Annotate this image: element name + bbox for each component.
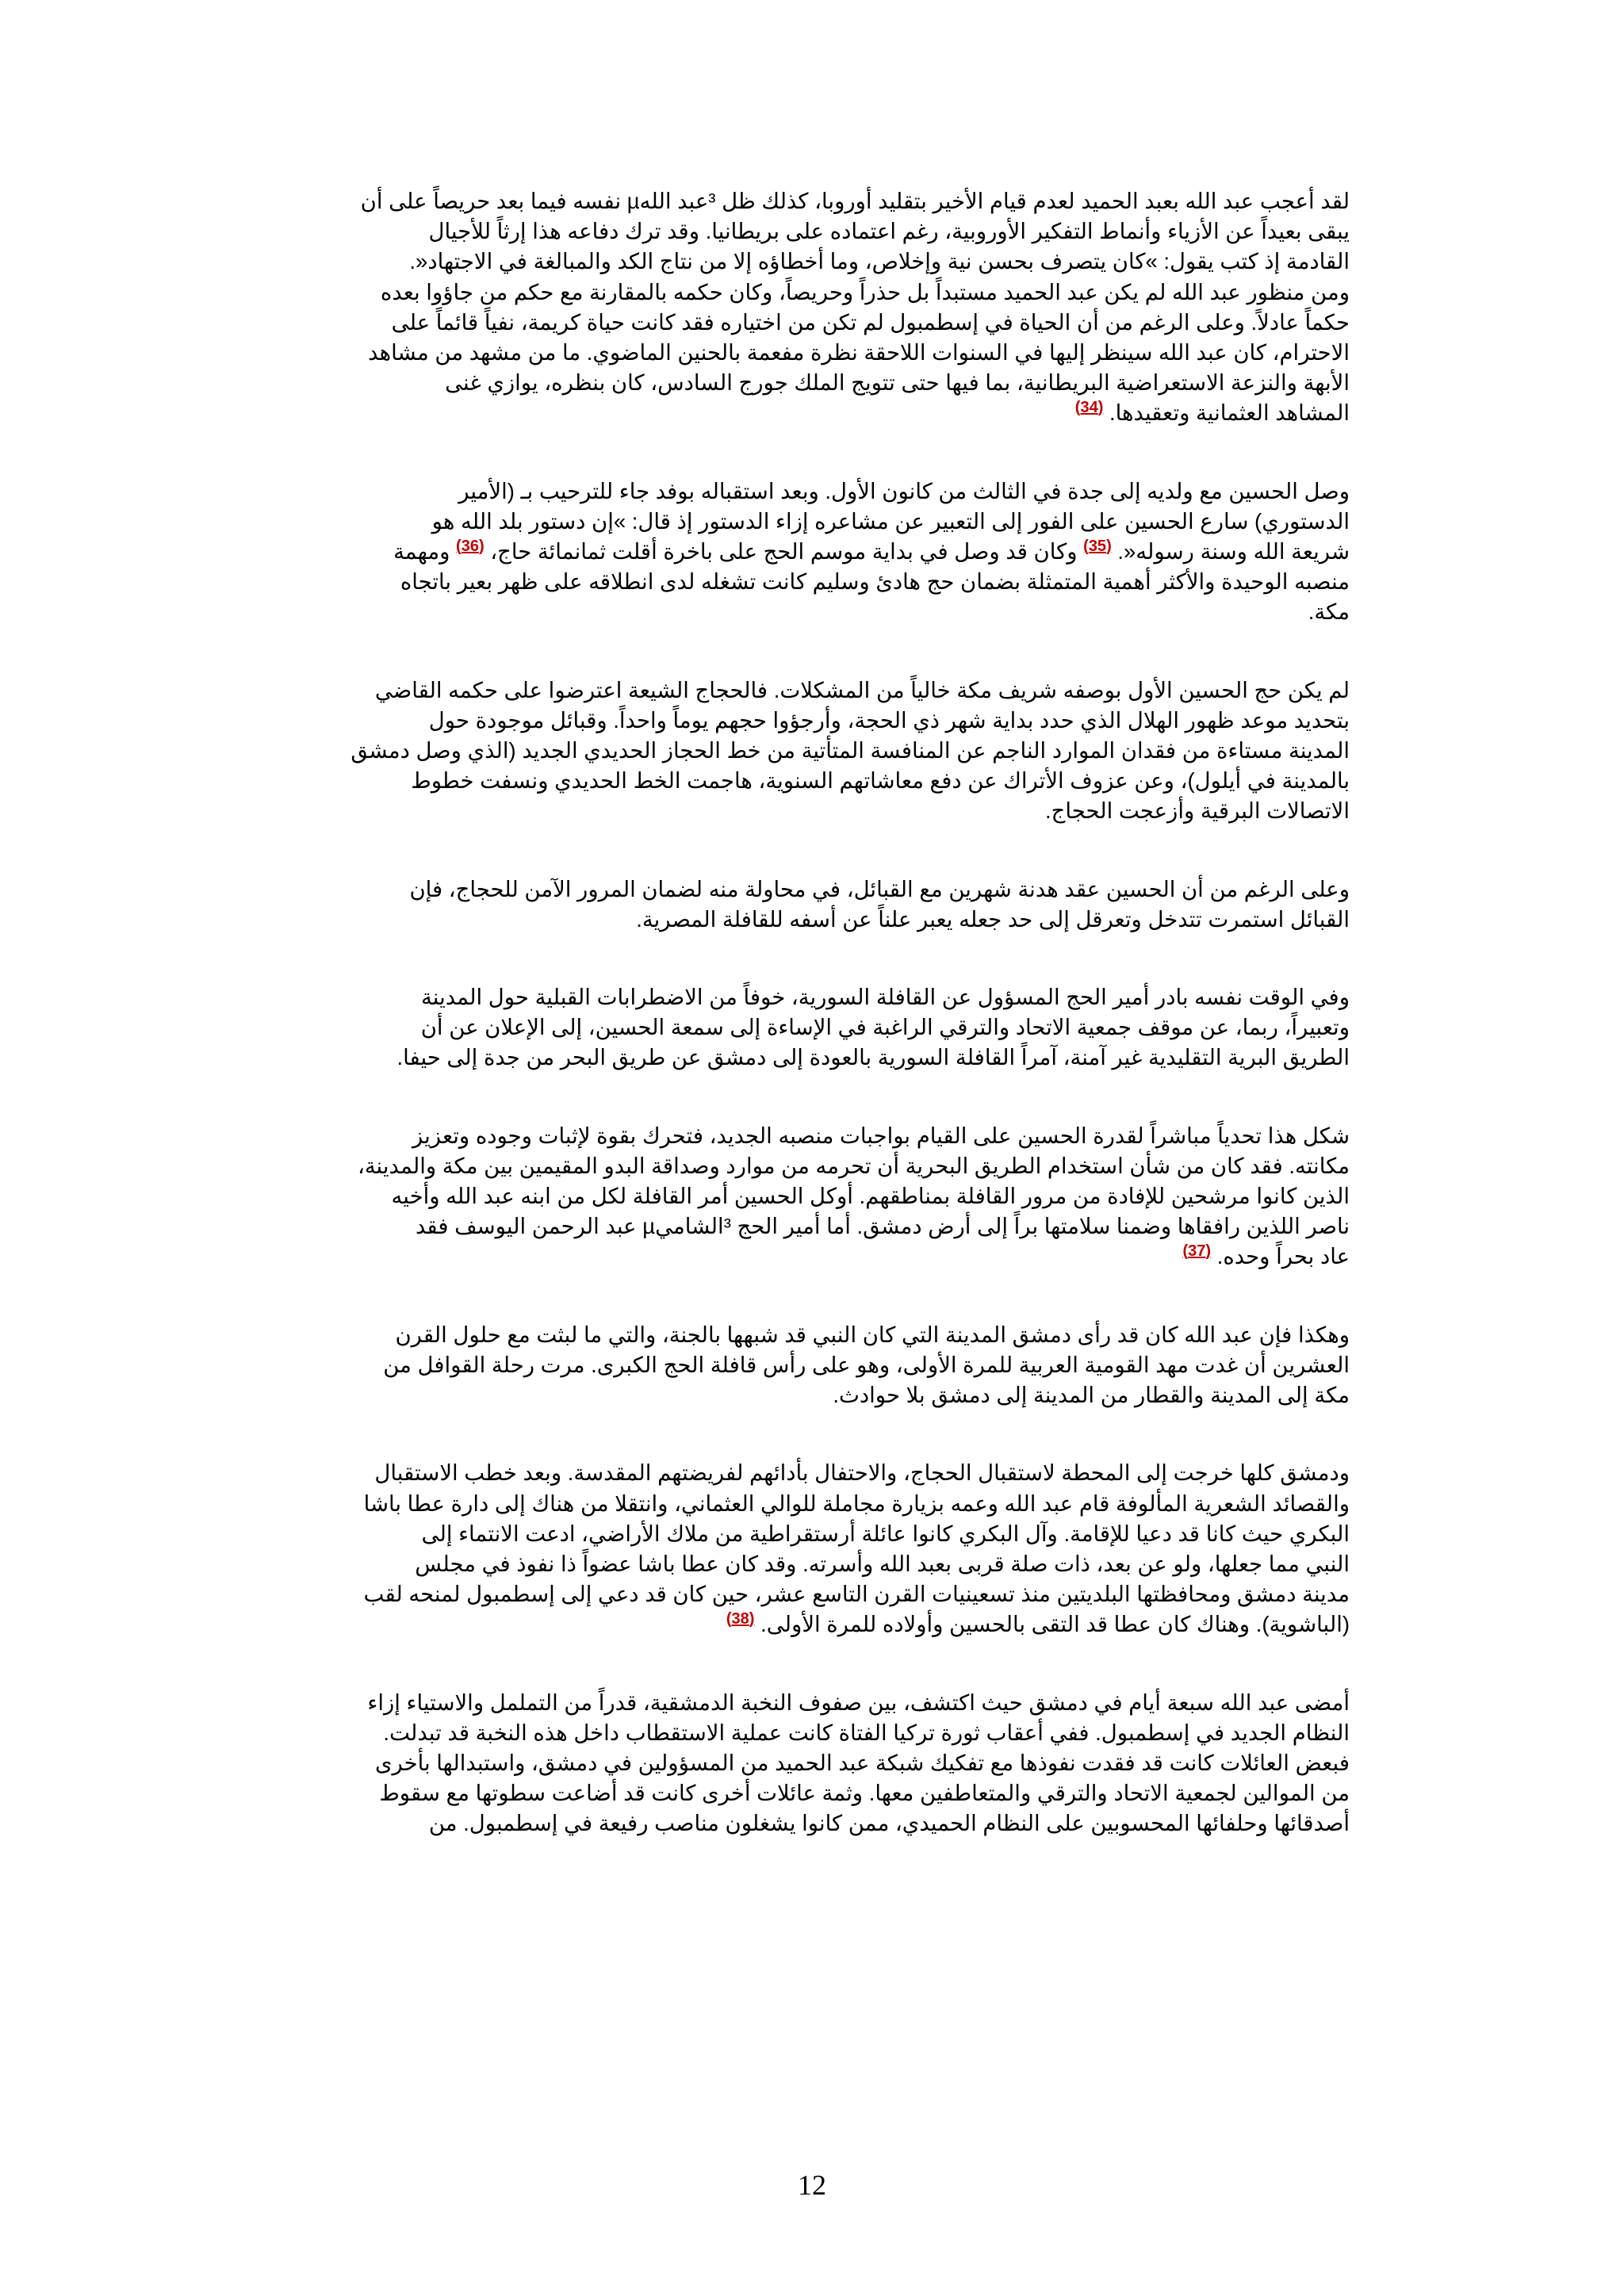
footnote-link-38[interactable]: (38) [726,1610,755,1628]
paragraph-5: وفي الوقت نفسه بادر أمير الحج المسؤول عن القافلة السورية، خوفاً من الاضطرابات القبلية حول المدينة وتعبيراً، ربما، عن موقف جمعية الاتحاد والترقي الراغبة في الإساءة إلى سمعة الحسين، إلى الإعلان عن أن الطريق البرية التقليدية غير آمنة، آمراً القافلة السورية بالعودة إلى دمشق عن طريق البحر من جدة إلى حيفا. [396,985,1350,1070]
paragraph-3: لم يكن حج الحسين الأول بوصفه شريف مكة خالياً من المشكلات. فالحجاج الشيعة اعترضوا على حكمه القاضي بتحديد موعد ظهور الهلال الذي حدد بداية شهر ذي الحجة، وأرجؤوا حجهم يوماً واحداً. وقبائل موجودة حول المدينة مستاءة من فقدان الموارد الناجم عن المنافسة المتأتية من خط الحجاز الحديدي الجديد (الذي وصل دمشق بالمدينة في أيلول)، وعن عزوف الأتراك عن دفع معاشاتهم السنوية، هاجمت الخط الحديدي ونسفت خطوط الاتصالات البرقية وأزعجت الحجاج. [350,677,1350,824]
paragraph-7: وهكذا فإن عبد الله كان قد رأى دمشق المدينة التي كان النبي قد شبهها بالجنة، والتي ما لبثت مع حلول القرن العشرين أن غدت مهد القومية العربية للمرة الأولى، وهو على رأس قافلة الحج الكبرى. مرت رحلة القوافل من مكة إلى المدينة والقطار من المدينة إلى دمشق بلا حوادث. [383,1322,1350,1408]
paragraph-4: وعلى الرغم من أن الحسين عقد هدنة شهرين مع القبائل، في محاولة منه لضمان المرور الآمن للحجاج، فإن القبائل استمرت تتدخل وتعرقل إلى حد جعله يعبر علناً عن أسفه للقافلة المصرية. [409,876,1350,932]
footnote-link-34[interactable]: (34) [1074,399,1104,417]
paragraph-1: لقد أعجب عبد الله بعبد الحميد لعدم قيام الأخير بتقليد أوروبا، كذلك ظل ³عبد اللهµ نفسه فيما بعد حريصاً على أن يبقى بعيداً عن الأزياء وأنماط التفكير الأوروبية، رغم اعتماده على بريطانيا. وقد ترك دفاعه هذا إرثاً للأجيال القادمة إذ كتب يقول: »كان يتصرف بحسن نية وإخلاص، وما أخطاؤه إلا من نتاج الكد والمبالغة في الاجتهاد«. ومن منظور عبد الله لم يكن عبد الحميد مستبداً بل حذراً وحريصاً، وكان حكمه بالمقارنة مع حكم من جاؤوا بعده حكماً عادلاً. وعلى الرغم من أن الحياة في إسطمبول لم تكن من اختياره فقد كانت حياة كريمة، نفياً قائماً على الاحترام، كان عبد الله سينظر إليها في السنوات اللاحقة نظرة مفعمة بالحنين الماضوي. ما من مشهد من مشاهد الأبهة والنزعة الاستعراضية البريطانية، بما فيها حتى تتويج الملك جورج السادس، كان بنظره، يوازي غنى المشاهد العثمانية وتعقيدها. $^{(34)}$ [360,189,1350,426]
paragraph-6: شكل هذا تحدياً مباشراً لقدرة الحسين على القيام بواجبات منصبه الجديد، فتحرك بقوة لإثبات وجوده وتعزيز مكانته. فقد كان من شأن استخدام الطريق البحرية أن تحرمه من موارد وصداقة البدو المقيمين بين مكة والمدينة، الذين كانوا مرشحين للإفادة من مرور القافلة بمناطقهم. أوكل الحسين أمر القافلة لكل من ابنه عبد الله وأخيه ناصر اللذين رافقاها وضمنا سلامتها براً إلى أرض دمشق. أما أمير الحج ³الشاميµ عبد الرحمن اليوسف فقد عاد بحراً وحده. $^{(37)}$ [357,1123,1350,1269]
footnote-link-35[interactable]: (35) [1083,537,1112,555]
paragraph-2: وصل الحسين مع ولديه إلى جدة في الثالث من كانون الأول. وبعد استقباله بوفد جاء للترحيب بـ (الأمير الدستوري) سارع الحسين على الفور إلى التعبير عن مشاعره إزاء الدستور إذ قال: »إن دستور بلد الله هو شريعة الله وسنة رسوله«. $^{(35)}$ وكان قد وصل في بداية موسم الحج على باخرة أقلت ثمانمائة حاج، $^{(36)}$ ومهمة منصبه الوحيدة والأكثر أهمية المتمثلة بضمان حج هادئ وسليم كانت تشغله لدى انطلاقه على ظهر بعير باتجاه مكة. [393,478,1350,625]
body-text [255,186,1350,1839]
paragraph-9: أمضى عبد الله سبعة أيام في دمشق حيث اكتشف، بين صفوف النخبة الدمشقية، قدراً من التململ والاستياء إزاء النظام الجديد في إسطمبول. ففي أعقاب ثورة تركيا الفتاة كانت عملية الاستقطاب داخل هذه النخبة قد تبدلت. فبعض العائلات كانت قد فقدت نفوذها مع تفكيك شبكة عبد الحميد من المسؤولين في دمشق، واستبدالها بأخرى من الموالين لجمعية الاتحاد والترقي والمتعاطفين معها. وثمة عائلات أخرى كانت قد أضاعت سطوتها مع سقوط أصدقائها وحلفائها المحسوبين على النظام الحميدي، ممن كانوا يشغلون مناصب رفيعة في إسطمبول. من [367,1689,1350,1836]
page-number: 12 [798,2169,826,2201]
footnote-link-37[interactable]: (37) [1182,1242,1212,1261]
paragraph-8: ودمشق كلها خرجت إلى المحطة لاستقبال الحجاج، والاحتفال بأدائهم لفريضتهم المقدسة. وبعد خطب الاستقبال والقصائد الشعرية المألوفة قام عبد الله وعمه بزيارة مجاملة للوالي العثماني، وانتقلا من هناك إلى دارة عطا باشا البكري حيث كانا قد دعيا للإقامة. وآل البكري كانوا عائلة أرستقراطية من ملاك الأراضي، ادعت الانتماء إلى النبي مما جعلها، ولو عن بعد، ذات صلة قربى بعبد الله وأسرته. وقد كان عطا باشا عضواً ذا نفوذ في مجلس مدينة دمشق ومحافظتها البلديتين منذ تسعينيات القرن التاسع عشر، حين كان قد دعي إلى إسطمبول لمنحه لقب (الباشوية). وهناك كان عطا قد التقى بالحسين وأولاده للمرة الأولى. $^{(38)}$ [363,1460,1350,1637]
footnote-link-36[interactable]: (36) [456,537,485,555]
